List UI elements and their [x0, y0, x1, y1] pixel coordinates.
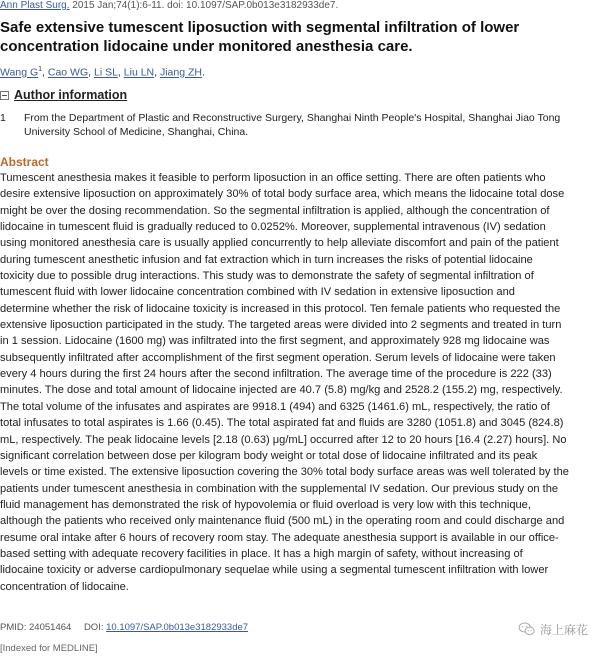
abstract-line: every 4 hours during the first 24 hours after the second infiltration. The average time of the procedure is 222 (33)	[0, 368, 552, 381]
collapse-icon[interactable]	[0, 91, 9, 100]
abstract-line: patients under tumescent anesthesia in combination with the supplemental IV sedation. Our previous study on the	[0, 482, 559, 495]
title-line: concentration lidocaine under monitored anesthesia care.	[0, 38, 413, 55]
abstract-line: extensive liposuction participated in the study. The targeted areas were divided into 2 segments and treated in turn	[0, 319, 562, 332]
affiliation-line: University School of Medicine, Shanghai, China.	[24, 126, 249, 138]
abstract-line: lidocaine toxicity or adverse cardiopulmonary sequelae while using a segmental tumescent infiltration with lower	[0, 564, 549, 577]
author-link[interactable]: Liu LN	[123, 66, 155, 79]
abstract-line: might be over the dosing recommendation. So the segmental infiltration is applied, although the concentration of	[0, 204, 550, 217]
indexed-note: [Indexed for MEDLINE]	[0, 643, 98, 654]
abstract-line: mL, respectively. The peak lidocaine levels [2.18 (0.63) μg/mL] occurred after 12 to 20 hours [16.4 (2.27) hours]. No	[0, 433, 567, 446]
watermark	[518, 620, 588, 638]
wechat-icon	[518, 620, 536, 638]
abstract-line: during tumescent anesthetic infusion and fat extraction which in turn increases the risks of potential lidocaine	[0, 253, 533, 266]
abstract-line: The total volume of the infusates and aspirates are 9918.1 (494) and 6325 (1461.6) mL, respectively, the ratio of	[0, 400, 550, 413]
abstract-line: resume oral intake after 6 hours of recovery room stay. The adequate anesthesia support is available in our office-	[0, 531, 559, 544]
abstract-heading: Abstract	[0, 155, 49, 169]
author-link[interactable]: Jiang ZH	[159, 66, 202, 79]
author-information-label[interactable]: Author information	[14, 88, 128, 102]
abstract-line: Tumescent anesthesia makes it feasible to perform liposuction in an office setting. There are often patients who	[0, 172, 546, 184]
abstract-line: minutes. The dose and total amount of lidocaine injected are 40.7 (5.8) mg/kg and 2528.2 (155.2) mg, respectively.	[0, 384, 563, 397]
abstract-line: toxicity due to possible drug interactions. This study was to demonstrate the safety of segmental infiltration of	[0, 270, 534, 283]
abstract-line: lidocaine in tumescent fluid is gradually reduced to 0.0252%. Moreover, supplemental intravenous (IV) sedation	[0, 221, 546, 234]
author-information-toggle[interactable]	[0, 88, 127, 102]
watermark-text: 海上麻花	[539, 622, 588, 637]
abstract-line: using monitored anesthesia care is usually applied concurrently to help alleviate discomfort and pain of the patient	[0, 237, 559, 250]
abstract-line: desire extensive liposuction on approximately 30% of total body surface area, which means the lidocaine total dose	[0, 188, 565, 201]
title-line: Safe extensive tumescent liposuction with segmental infiltration of lower	[0, 19, 520, 36]
article-title	[0, 18, 600, 56]
abstract-line: in 1 session. Lidocaine (1600 mg) was infiltrated into the first segment, and approximately 928 mg lidocaine was	[0, 335, 550, 348]
author-list: Wang $G^1$, Cao WG, Li SL, Liu LN, Jiang ZH.	[0, 66, 205, 79]
abstract-line: determine whether the risk of lidocaine toxicity is increased in this protocol. Ten female patients who requested the	[0, 302, 561, 315]
abstract-line: levels or time existed. The extensive liposuction covering the 30% total body surface areas was well tolerated by the	[0, 466, 569, 479]
pmid: PMID: 24051464	[0, 622, 72, 633]
doi-label: DOI:	[83, 622, 107, 633]
abstract-line: subsequently infiltrated after accomplishment of the first segment operation. Serum levels of lidocaine were taken	[0, 351, 556, 364]
author-link[interactable]: Cao WG	[47, 66, 89, 79]
abstract-body	[0, 170, 569, 595]
abstract-line: although the patients who received only maintenance fluid (500 mL) in the operating room and could discharge and	[0, 515, 565, 528]
citation-line	[0, 0, 338, 11]
abstract-line: based setting with adequate recovery facilities in place. It has a high margin of safety, without increasing of	[0, 547, 523, 560]
doi-link[interactable]: 10.1097/SAP.0b013e3182933de7	[106, 622, 249, 633]
citation-details: 2015 Jan;74(1):6-11. doi: 10.1097/SAP.0b013e3182933de7.	[69, 0, 339, 11]
abstract-line: total infusates to total aspirates is 1.66 (0.45). The total aspirated fat and fluids are 3280 (1051.8) and 3045 (824.8)	[0, 417, 564, 430]
author-link[interactable]: Li SL	[93, 66, 118, 79]
abstract-line: tumescent fluid with lower lidocaine concentration combined with IV sedation in extensive liposuction and	[0, 286, 515, 299]
identifiers	[0, 622, 248, 633]
author-affiliation-marker: 1	[38, 66, 43, 73]
abstract-line: significant correlation between dose per kilogram body weight or total dose of lidocaine infiltrated and its peak	[0, 449, 538, 462]
doi	[84, 622, 248, 633]
abstract-line: fluid management has demonstrated the risk of hypovolemia or fluid overload is very low with this technique,	[0, 498, 531, 511]
affiliation-number: 1	[0, 112, 6, 124]
journal-link[interactable]: Ann Plast Surg.	[0, 0, 70, 11]
abstract-line: concentration of lidocaine.	[0, 580, 129, 593]
author-link[interactable]: Wang G	[0, 66, 39, 79]
affiliation-line: From the Department of Plastic and Reconstructive Surgery, Shanghai Ninth People's Hospital, Shanghai Jiao Tong	[24, 112, 561, 124]
